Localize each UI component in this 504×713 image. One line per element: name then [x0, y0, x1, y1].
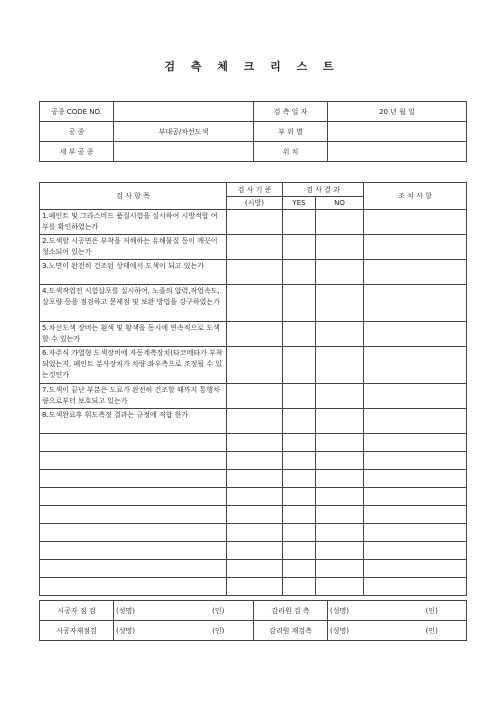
blank-item[interactable] [40, 434, 227, 452]
no-cell[interactable] [316, 524, 364, 542]
header-no: NO [316, 197, 364, 210]
standard-cell[interactable] [227, 409, 283, 434]
check-item-1: 1.페인트 및 그라스비드 품질시험을 실시하여 시방적합 여부를 확인하였는가 [40, 210, 227, 235]
yes-cell[interactable] [283, 542, 316, 560]
yes-cell[interactable] [283, 210, 316, 235]
standard-cell[interactable] [227, 452, 283, 470]
supervisor-seal-field[interactable]: (인) [398, 601, 467, 621]
contractor-material-label: 시공자재점검 [40, 621, 114, 641]
check-item-4: 4.도색작업전 시험살포를 실시하여, 노즐의 압력,작업속도, 살포량 등을 점검하고 문제점 및 보완 방법을 강구하였는가 [40, 285, 227, 322]
standard-cell[interactable] [227, 488, 283, 506]
info-table [39, 101, 467, 162]
action-cell[interactable] [364, 452, 467, 470]
standard-cell[interactable] [227, 210, 283, 235]
work-value[interactable]: 부대공/차선도색 [114, 122, 254, 142]
no-cell[interactable] [316, 488, 364, 506]
check-item-7: 7.도색이 끝난 부분은 도료가 완전히 건조할 때까지 통행차량으로부터 보호되고 있는가 [40, 384, 227, 409]
action-cell[interactable] [364, 542, 467, 560]
no-cell[interactable] [316, 434, 364, 452]
action-cell[interactable] [364, 322, 467, 347]
action-cell[interactable] [364, 560, 467, 578]
sign-table [39, 600, 467, 641]
header-result: 검 사 결 과 [283, 183, 364, 197]
standard-cell[interactable] [227, 347, 283, 384]
code-label: 공종 CODE NO. [40, 102, 114, 122]
action-cell[interactable] [364, 524, 467, 542]
page-title: 검 측 체 크 리 스 트 [164, 60, 340, 73]
date-label: 검 측 일 자 [254, 102, 328, 122]
yes-cell[interactable] [283, 260, 316, 285]
no-cell[interactable] [316, 260, 364, 285]
blank-item[interactable] [40, 578, 227, 596]
contractor-material-seal-field[interactable]: (인) [184, 621, 254, 641]
header-standard-sub: (시방) [227, 197, 283, 210]
action-cell[interactable] [364, 409, 467, 434]
part-label: 부 위 별 [254, 122, 328, 142]
header-action: 조 치 사 항 [364, 183, 467, 210]
standard-cell[interactable] [227, 560, 283, 578]
standard-cell[interactable] [227, 322, 283, 347]
work-label: 공 종 [40, 122, 114, 142]
action-cell[interactable] [364, 285, 467, 322]
no-cell[interactable] [316, 542, 364, 560]
action-cell[interactable] [364, 235, 467, 260]
detail-value[interactable] [114, 142, 254, 162]
header-standard: 검 사 기 준 [227, 183, 283, 197]
location-label: 위 치 [254, 142, 328, 162]
action-cell[interactable] [364, 434, 467, 452]
supervisor-recheck-seal-field[interactable]: (인) [398, 621, 467, 641]
standard-cell[interactable] [227, 235, 283, 260]
yes-cell[interactable] [283, 488, 316, 506]
blank-item[interactable] [40, 452, 227, 470]
action-cell[interactable] [364, 260, 467, 285]
action-cell[interactable] [364, 488, 467, 506]
standard-cell[interactable] [227, 285, 283, 322]
check-item-6: 6.자주식 가열형 도색장비에 자동계측장치(타코메타가 부착되었는지, 페인트 분사장치가 차량 좌우측으로 조정될 수 있는것인가 [40, 347, 227, 384]
checklist-table [39, 182, 467, 596]
yes-cell[interactable] [283, 285, 316, 322]
yes-cell[interactable] [283, 452, 316, 470]
contractor-material-name-field[interactable]: (성명) [114, 621, 184, 641]
check-item-5: 5.차선도색 장비는 흰색 및 황색을 동시에 연속적으로 도색할 수 있는가 [40, 322, 227, 347]
supervisor-recheck-name-field[interactable]: (성명) [328, 621, 398, 641]
no-cell[interactable] [316, 470, 364, 488]
action-cell[interactable] [364, 506, 467, 524]
action-cell[interactable] [364, 470, 467, 488]
blank-item[interactable] [40, 542, 227, 560]
action-cell[interactable] [364, 384, 467, 409]
check-item-2: 2.도색할 시공면은 부착을 저해하는 유해물질 등이 깨끗이 청소되어 있는가 [40, 235, 227, 260]
yes-cell[interactable] [283, 524, 316, 542]
supervisor-check-label: 감리원 검 측 [254, 601, 328, 621]
no-cell[interactable] [316, 347, 364, 384]
no-cell[interactable] [316, 578, 364, 596]
contractor-name-field[interactable]: (성명) [114, 601, 184, 621]
no-cell[interactable] [316, 322, 364, 347]
yes-cell[interactable] [283, 347, 316, 384]
standard-cell[interactable] [227, 260, 283, 285]
no-cell[interactable] [316, 235, 364, 260]
contractor-seal-field[interactable]: (인) [184, 601, 254, 621]
no-cell[interactable] [316, 506, 364, 524]
yes-cell[interactable] [283, 409, 316, 434]
standard-cell[interactable] [227, 384, 283, 409]
check-item-8: 8.도색완료후 휘도측정 결과는 규정에 적합 한가 [40, 409, 227, 434]
location-value[interactable] [328, 142, 467, 162]
action-cell[interactable] [364, 210, 467, 235]
header-items: 검 사 항 목 [40, 183, 227, 210]
yes-cell[interactable] [283, 578, 316, 596]
yes-cell[interactable] [283, 506, 316, 524]
yes-cell[interactable] [283, 434, 316, 452]
part-value[interactable] [328, 122, 467, 142]
supervisor-recheck-label: 감리원 재검측 [254, 621, 328, 641]
blank-item[interactable] [40, 524, 227, 542]
no-cell[interactable] [316, 285, 364, 322]
yes-cell[interactable] [283, 470, 316, 488]
blank-item[interactable] [40, 506, 227, 524]
no-cell[interactable] [316, 409, 364, 434]
detail-label: 세 부 공 종 [40, 142, 114, 162]
standard-cell[interactable] [227, 578, 283, 596]
header-yes: YES [283, 197, 316, 210]
yes-cell[interactable] [283, 322, 316, 347]
blank-item[interactable] [40, 488, 227, 506]
contractor-check-label: 시공자 점 검 [40, 601, 114, 621]
yes-cell[interactable] [283, 560, 316, 578]
blank-item[interactable] [40, 560, 227, 578]
standard-cell[interactable] [227, 506, 283, 524]
blank-item[interactable] [40, 470, 227, 488]
no-cell[interactable] [316, 452, 364, 470]
check-item-3: 3.노면이 완전히 건조된 상태에서 도색이 되고 있는가 [40, 260, 227, 285]
standard-cell[interactable] [227, 434, 283, 452]
standard-cell[interactable] [227, 524, 283, 542]
date-value[interactable]: 20 년 월 일 [328, 102, 467, 122]
no-cell[interactable] [316, 560, 364, 578]
yes-cell[interactable] [283, 384, 316, 409]
code-value[interactable] [114, 102, 254, 122]
yes-cell[interactable] [283, 235, 316, 260]
action-cell[interactable] [364, 578, 467, 596]
standard-cell[interactable] [227, 542, 283, 560]
standard-cell[interactable] [227, 470, 283, 488]
no-cell[interactable] [316, 384, 364, 409]
supervisor-name-field[interactable]: (성명) [328, 601, 398, 621]
action-cell[interactable] [364, 347, 467, 384]
no-cell[interactable] [316, 210, 364, 235]
